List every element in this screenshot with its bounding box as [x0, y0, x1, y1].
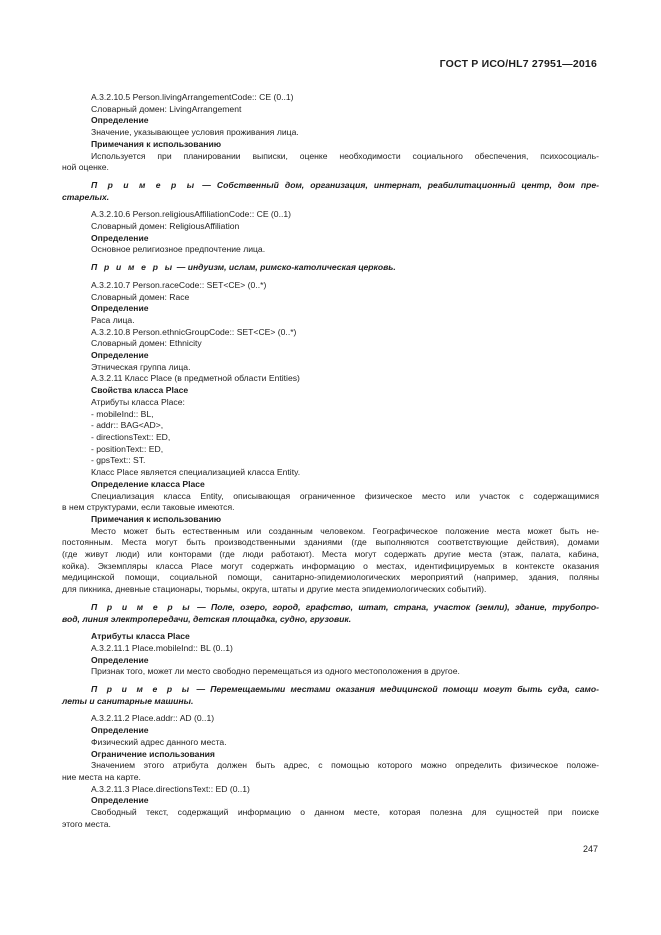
definition-label: Определение: [91, 795, 149, 806]
vocabulary-domain: Словарный домен: Ethnicity: [91, 338, 202, 349]
usage-notes-text: (где живут люди) или конторами (где люди работают). Места могут содержать другие места (этаж, палата, кабина,: [62, 549, 599, 560]
attribute-list-item: - positionText:: ED,: [91, 443, 164, 454]
example-text: — индуизм, ислам, римско-католическая церковь.: [174, 262, 396, 273]
definition-label: Определение: [91, 654, 149, 665]
attribute-heading: A.3.2.11.1 Place.mobileInd:: BL (0..1): [91, 642, 233, 653]
example-note: [62, 602, 599, 614]
standard-code-header: ГОСТ Р ИСО/HL7 27951—2016: [439, 58, 597, 70]
definition-text: этого места.: [62, 818, 111, 829]
usage-notes-text: койка). Экземпляры класса Place могут содержать информацию о местах, идентифицируемых в контексте оказания: [62, 560, 599, 571]
usage-notes-label: Примечания к использованию: [91, 138, 222, 149]
definition-label: Определение: [91, 232, 149, 243]
class-specialization-text: Класс Place является специализацией класса Entity.: [91, 467, 301, 478]
example-note: [62, 180, 599, 192]
attribute-list-item: - gpsText:: ST.: [91, 455, 146, 466]
vocabulary-domain: Словарный домен: ReligiousAffiliation: [91, 221, 240, 232]
definition-text: Признак того, может ли место свободно перемещаться из одного местоположения в другое.: [91, 666, 460, 677]
usage-notes-text: Место может быть естественным или созданным человеком. Географическое положение места может быть не-: [91, 525, 599, 536]
attribute-heading: A.3.2.11.3 Place.directionsText:: ED (0..1): [91, 783, 250, 794]
document-body: [62, 92, 599, 830]
example-label: П р и м е р ы: [91, 262, 175, 273]
usage-constraint-text: Значением этого атрибута должен быть адрес, с помощью которого можно определить физическое положе-: [91, 760, 599, 771]
class-properties-label: Свойства класса Place: [91, 385, 189, 396]
example-label: П р и м е р ы: [91, 179, 197, 190]
definition-text: Этническая группа лица.: [91, 361, 191, 372]
class-definition-text: Специализация класса Entity, описывающая ограниченное физическое место или участок с содержащимися: [91, 490, 599, 501]
definition-text: Значение, указывающее условия проживания лица.: [91, 127, 299, 138]
definition-text: Основное религиозное предпочтение лица.: [91, 244, 266, 255]
example-text: — Собственный дом, организация, интернат, реабилитационный центр, дом пре-: [196, 179, 599, 190]
example-note: [62, 262, 599, 274]
class-heading: A.3.2.11 Класс Place (в предметной области Entities): [91, 373, 300, 384]
definition-label: Определение: [91, 725, 149, 736]
attributes-intro: Атрибуты класса Place:: [91, 396, 185, 407]
example-label: П р и м е р ы: [91, 684, 192, 695]
attribute-list-item: - directionsText:: ED,: [91, 431, 171, 442]
usage-notes-text: для пикника, дневные стационары, тюрьмы, округа, штаты и другие места эпидемиологических событий).: [62, 584, 487, 595]
definition-label: Определение: [91, 303, 149, 314]
page-number: 247: [582, 844, 598, 854]
attribute-heading: A.3.2.10.8 Person.ethnicGroupCode:: SET<CE> (0..*): [91, 326, 297, 337]
definition-label: Определение: [91, 350, 149, 361]
attribute-heading: A.3.2.10.7 Person.raceCode:: SET<CE> (0..*): [91, 279, 267, 290]
example-label: П р и м е р ы: [91, 601, 192, 612]
usage-notes-text: постоянным. Места могут быть производственными зданиями (где выполняются соответствующие действия), домами: [62, 537, 599, 548]
attributes-section-heading: Атрибуты класса Place: [91, 631, 190, 642]
usage-constraint-text: ние места на карте.: [62, 771, 141, 782]
usage-notes-text: медицинской помощи, социальной помощи, санитарно-эпидемиологических мероприятий (например, здания, поляны: [62, 572, 599, 583]
usage-constraint-label: Ограничение использования: [91, 748, 215, 759]
usage-notes-text: Используется при планировании выписки, оценке необходимости социального обеспечения, психосоциаль-: [91, 150, 599, 161]
attribute-list-item: - addr:: BAG<AD>,: [91, 420, 164, 431]
usage-notes-text: ной оценке.: [62, 162, 109, 173]
example-text: старелых.: [62, 191, 110, 202]
definition-text: Раса лица.: [91, 314, 135, 325]
definition-text: Свободный текст, содержащий информацию о данном месте, которая полезна для сущностей при поиске: [91, 807, 599, 818]
attribute-list-item: - mobileInd:: BL,: [91, 408, 154, 419]
example-note: [62, 684, 599, 696]
vocabulary-domain: Словарный домен: LivingArrangement: [91, 103, 242, 114]
example-text: — Перемещаемыми местами оказания медицинской помощи могут быть суда, само-: [191, 684, 599, 695]
attribute-heading: A.3.2.11.2 Place.addr:: AD (0..1): [91, 713, 215, 724]
example-text: вод, линия электропередачи, детская площадка, судно, грузовик.: [62, 613, 352, 624]
definition-label: Определение: [91, 115, 149, 126]
definition-text: Физический адрес данного места.: [91, 736, 227, 747]
example-text: леты и санитарные машины.: [62, 695, 194, 706]
class-definition-text: в нем структурами, если таковые имеются.: [62, 502, 235, 513]
vocabulary-domain: Словарный домен: Race: [91, 291, 190, 302]
class-definition-label: Определение класса Place: [91, 478, 205, 489]
usage-notes-label: Примечания к использованию: [91, 513, 222, 524]
example-text: — Поле, озеро, город, графство, штат, страна, участок (земли), здание, трубопро-: [191, 601, 599, 612]
attribute-heading: A.3.2.10.5 Person.livingArrangementCode:: CE (0..1): [91, 92, 294, 102]
attribute-heading: A.3.2.10.6 Person.religiousAffiliationCode:: CE (0..1): [91, 209, 291, 220]
